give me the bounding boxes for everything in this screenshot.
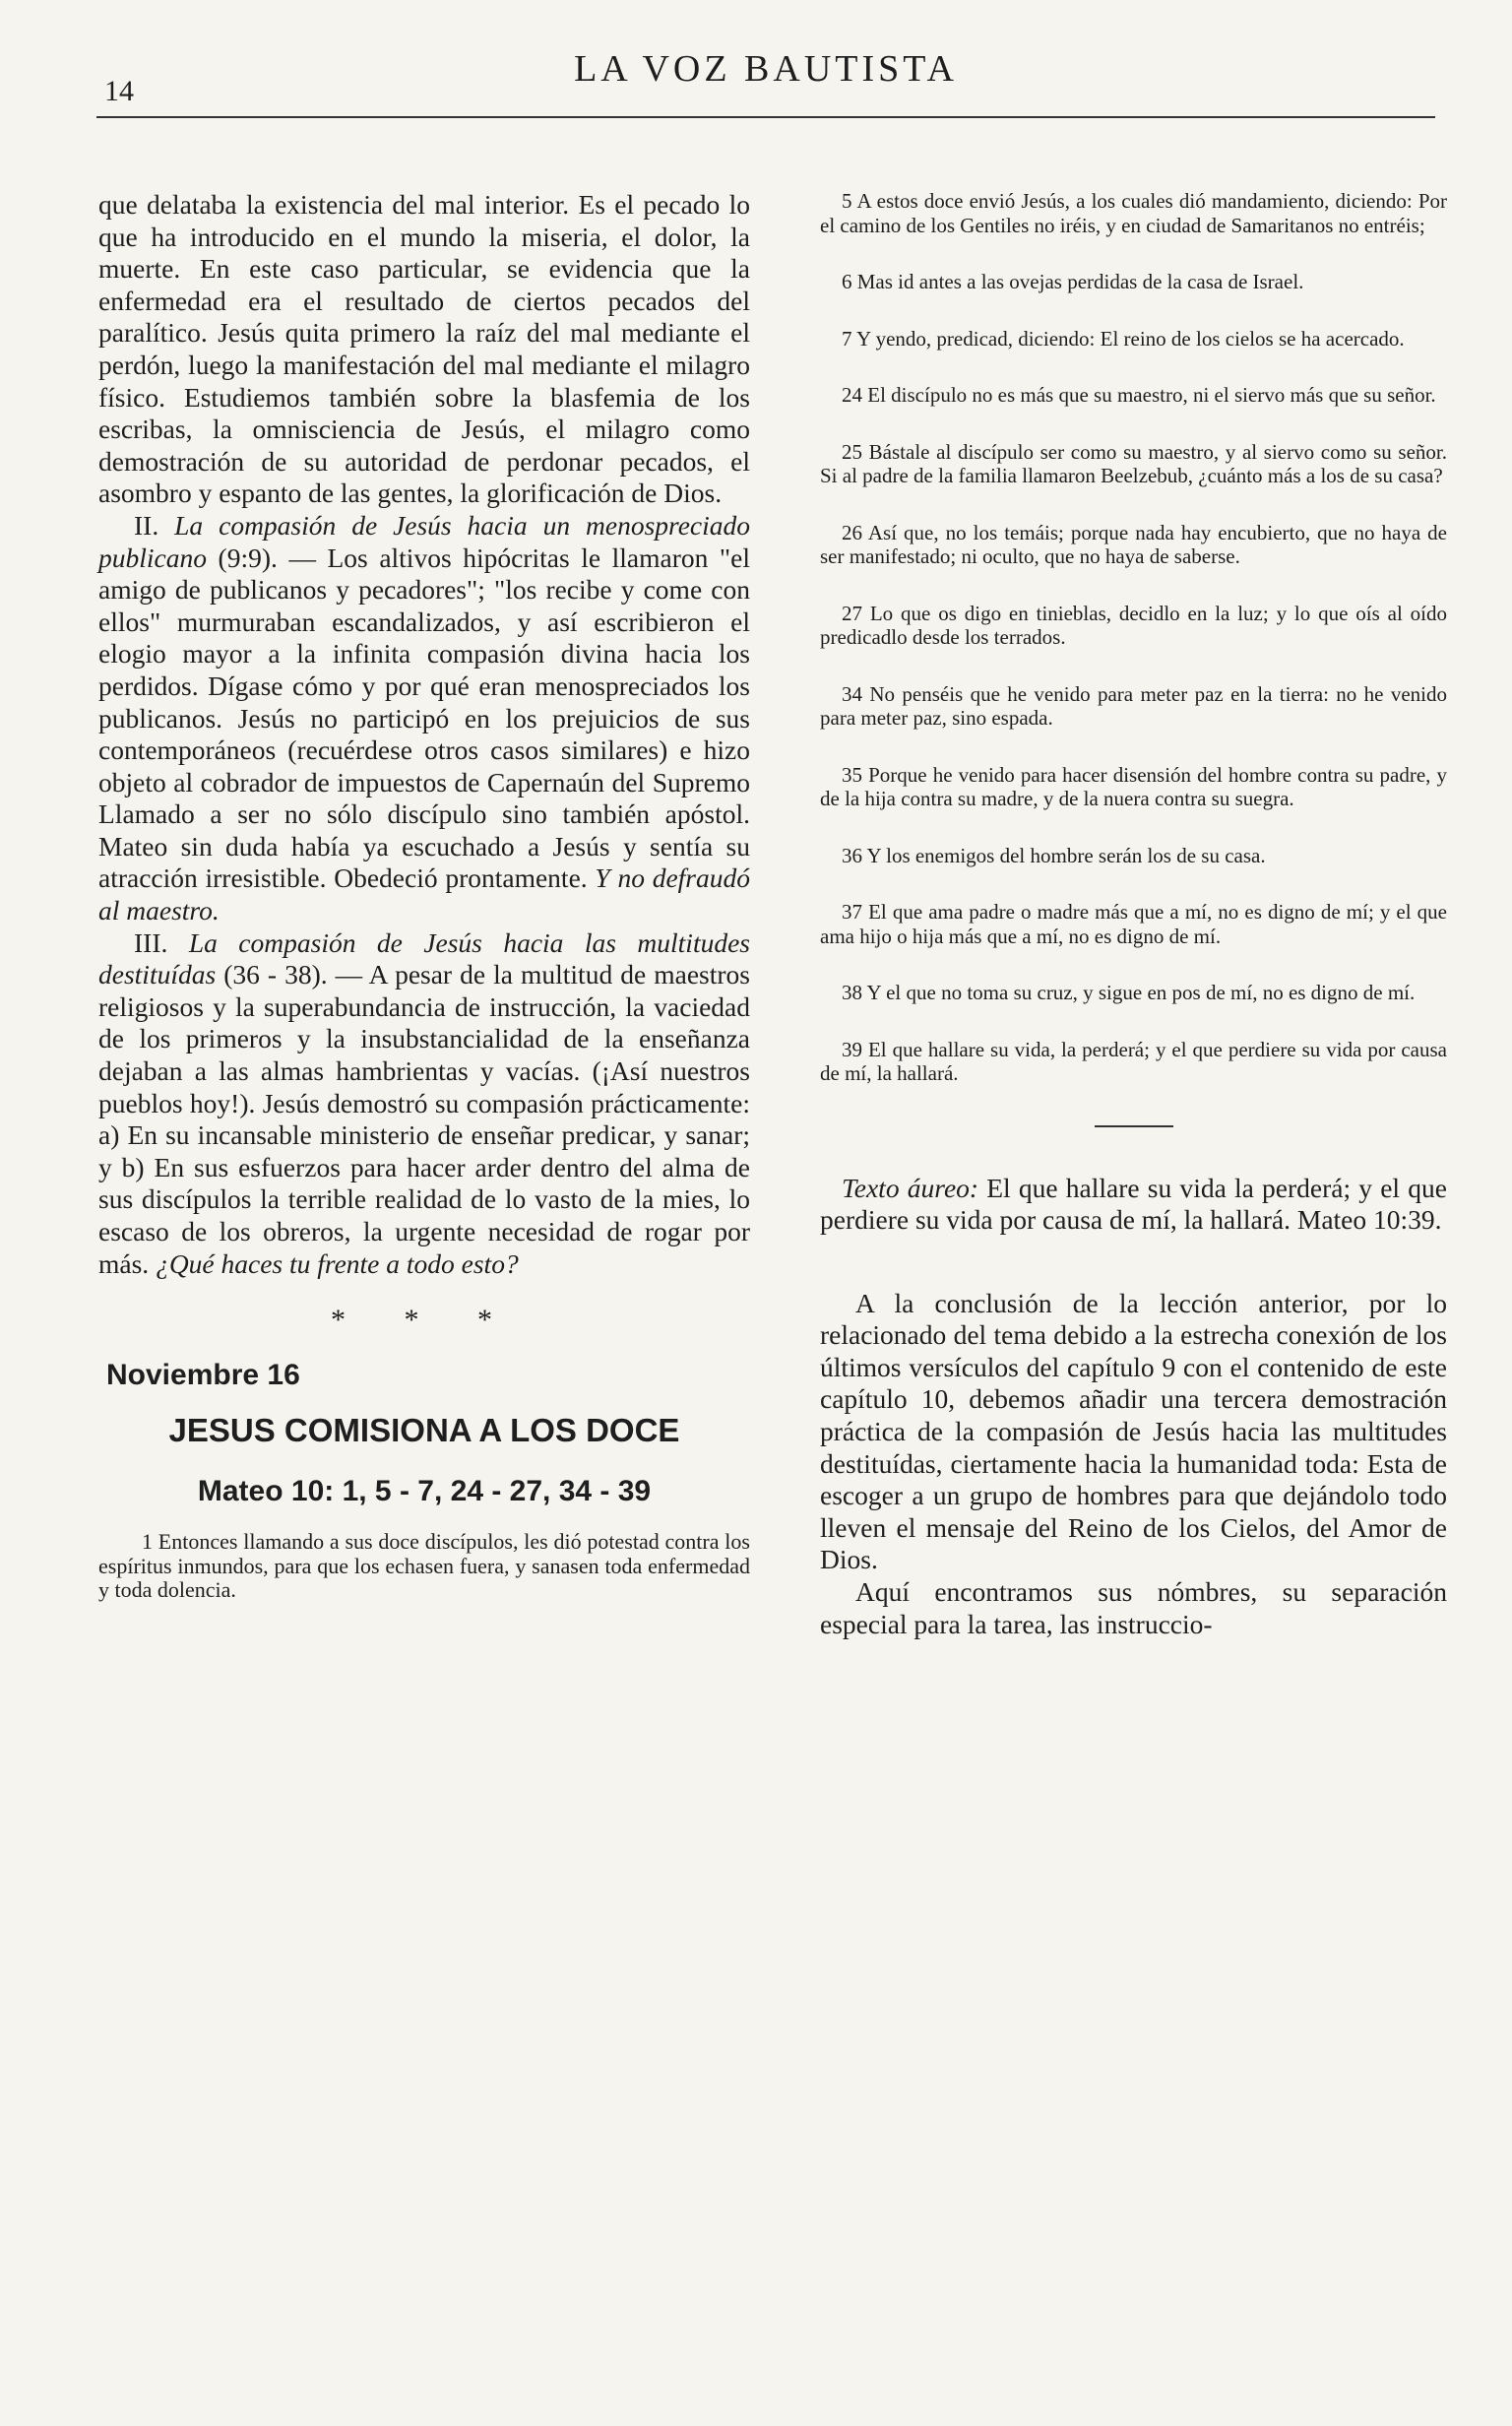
paragraph-intro: que delataba la existencia del mal interior. Es el pecado lo que ha introducido en el mundo la miseria, el dolor, la muerte. En este caso particular, se evidencia que la enfermedad era el resultado de ciertos pecados del paralítico. Jesús quita primero la raíz del mal mediante el perdón, luego la manifestación del mal mediante el milagro físico. Estudiemos también sobre la blasfemia de los escribas, la omnisciencia de Jesús, el milagro como demostración de su autoridad de perdonar pecados, el asombro y espanto de las gentes, la glorificación de Dios. [98, 189, 750, 509]
lesson-date: Noviembre 16 [106, 1359, 300, 1392]
golden-text-label: Texto áureo: [842, 1172, 979, 1203]
section-number: III. [134, 926, 168, 958]
verse: 35 Porque he venido para hacer disensión del hombre contra su padre, y de la hija contra su madre, y de la nuera contra su suegra. [820, 762, 1447, 810]
section-heading: La compasión de Jesús hacia las multitudes destituídas [98, 926, 750, 990]
verse: 38 Y el que no toma su cruz, y sigue en pos de mí, no es digno de mí. [842, 981, 1416, 1004]
verse: 37 El que ama padre o madre más que a mí, no es digno de mí; y el que ama hijo o hija más que a mí, no es digno de mí. [820, 900, 1447, 948]
verse: 27 Lo que os digo en tinieblas, decidlo en la luz; y lo que oís al oído predicadlo desde los terrados. [820, 601, 1447, 649]
paragraph-section-3 [98, 927, 750, 1281]
verse: 34 No penséis que he venido para meter paz en la tierra: no he venido para meter paz, sino espada. [820, 681, 1447, 730]
verse: 7 Y yendo, predicad, diciendo: El reino de los cielos se ha acercado. [842, 326, 1405, 351]
verse: 24 El discípulo no es más que su maestro, ni el siervo más que su señor. [842, 383, 1436, 407]
section-closing: ¿Qué haces tu frente a todo esto? [156, 1247, 519, 1279]
section-heading: La compasión de Jesús hacia un menospreciado publicano [98, 509, 751, 573]
right-body [820, 1288, 1447, 1641]
verse: 36 Y los enemigos del hombre serán los de su casa. [842, 843, 1266, 867]
verse: 25 Bástale al discípulo ser como su maestro, y al siervo como su señor. Si al padre de la familia llamaron Beelzebub, ¿cuánto más a los de su casa? [820, 439, 1447, 487]
golden-text [820, 1173, 1447, 1237]
section-dots: * * * [331, 1304, 518, 1337]
paragraph-conclusion: A la conclusión de la lección anterior, por lo relacionado del tema debido a la estrecha conexión de los últimos versículos del capítulo 9 con el contenido de este capítulo 10, debemos añadir una tercera demostración práctica de la compasión de Jesús hacia las multitudes destituídas, ciertamente hacia la humanidad toda: Esta de escoger a un grupo de hombres para que dejándolo todo lleven el mensaje del Reino de los Cielos, del Amor de Dios. [820, 1287, 1447, 1575]
section-text: (36 - 38). — A pesar de la multitud de maestros religiosos y la superabundancia de instrucción, la vaciedad de los primeros y la insubstancialidad de la enseñanza dejaban a las almas hambrientas y vacías. (¡Así nuestros pueblos hoy!). Jesús demostró su compasión prácticamente: a) En su incansable ministerio de enseñar predicar, y sanar; y b) En sus esfuerzos para hacer arder dentro del alma de sus discípulos la terrible realidad de lo vasto de la mies, lo escaso de los obreros, la urgente necesidad de rogar por más. [98, 959, 750, 1279]
golden-text-body: El que hallare su vida la perderá; y el que perdiere su vida por causa de mí, la hallará. Mateo 10:39. [820, 1172, 1447, 1236]
section-rule [1095, 1125, 1173, 1127]
page-number: 14 [104, 75, 134, 107]
header-rule [96, 116, 1435, 118]
section-text: (9:9). — Los altivos hipócritas le llamaron "el amigo de publicanos y pecadores"; "los recibe y come con ellos" murmuraban escandalizados, y así escribieron el elogio mayor a la infinita compasión divina hacia los perdidos. Dígase cómo y por qué eran menospreciados los publicanos. Jesús no participó en los prejuicios de sus contemporáneos (recuérdese otros casos similares) e hizo objeto al cobrador de impuestos de Capernaún del Supremo Llamado a ser no sólo discípulo sino también apóstol. Mateo sin duda había ya escuchado a Jesús y sentía su atracción irresistible. Obedeció prontamente. [98, 542, 750, 894]
verse: 39 El que hallare su vida, la perderá; y el que perdiere su vida por causa de mí, la hallará. [820, 1037, 1447, 1085]
page-header [96, 41, 1435, 120]
verse: 26 Así que, no los temáis; porque nada hay encubierto, que no haya de ser manifestado; ni oculto, que no haya de saberse. [820, 520, 1447, 568]
section-closing: Y no defraudó al maestro. [98, 862, 750, 926]
lesson-title: JESUS COMISIONA A LOS DOCE [168, 1412, 680, 1449]
paragraph-continuation: Aquí encontramos sus nómbres, su separación especial para la tarea, las instruccio- [820, 1576, 1447, 1639]
verse: 6 Mas id antes a las ovejas perdidas de la casa de Israel. [842, 270, 1304, 293]
right-column [820, 189, 1447, 1640]
verse-list [820, 189, 1447, 1086]
paragraph-section-2 [98, 510, 750, 927]
verse-1: 1 Entonces llamando a sus doce discípulos, les dió potestad contra los espíritus inmundos, para que los echasen fuera, y sanasen toda enfermedad y toda dolencia. [98, 1529, 750, 1603]
section-number: II. [134, 509, 159, 541]
left-body [98, 189, 750, 1280]
lesson-reference: Mateo 10: 1, 5 - 7, 24 - 27, 34 - 39 [197, 1475, 652, 1508]
running-title: LA VOZ BAUTISTA [574, 48, 958, 90]
left-column [98, 189, 750, 1603]
verse: 5 A estos doce envió Jesús, a los cuales dió mandamiento, diciendo: Por el camino de los Gentiles no iréis, y en ciudad de Samaritanos no entréis; [820, 189, 1447, 237]
